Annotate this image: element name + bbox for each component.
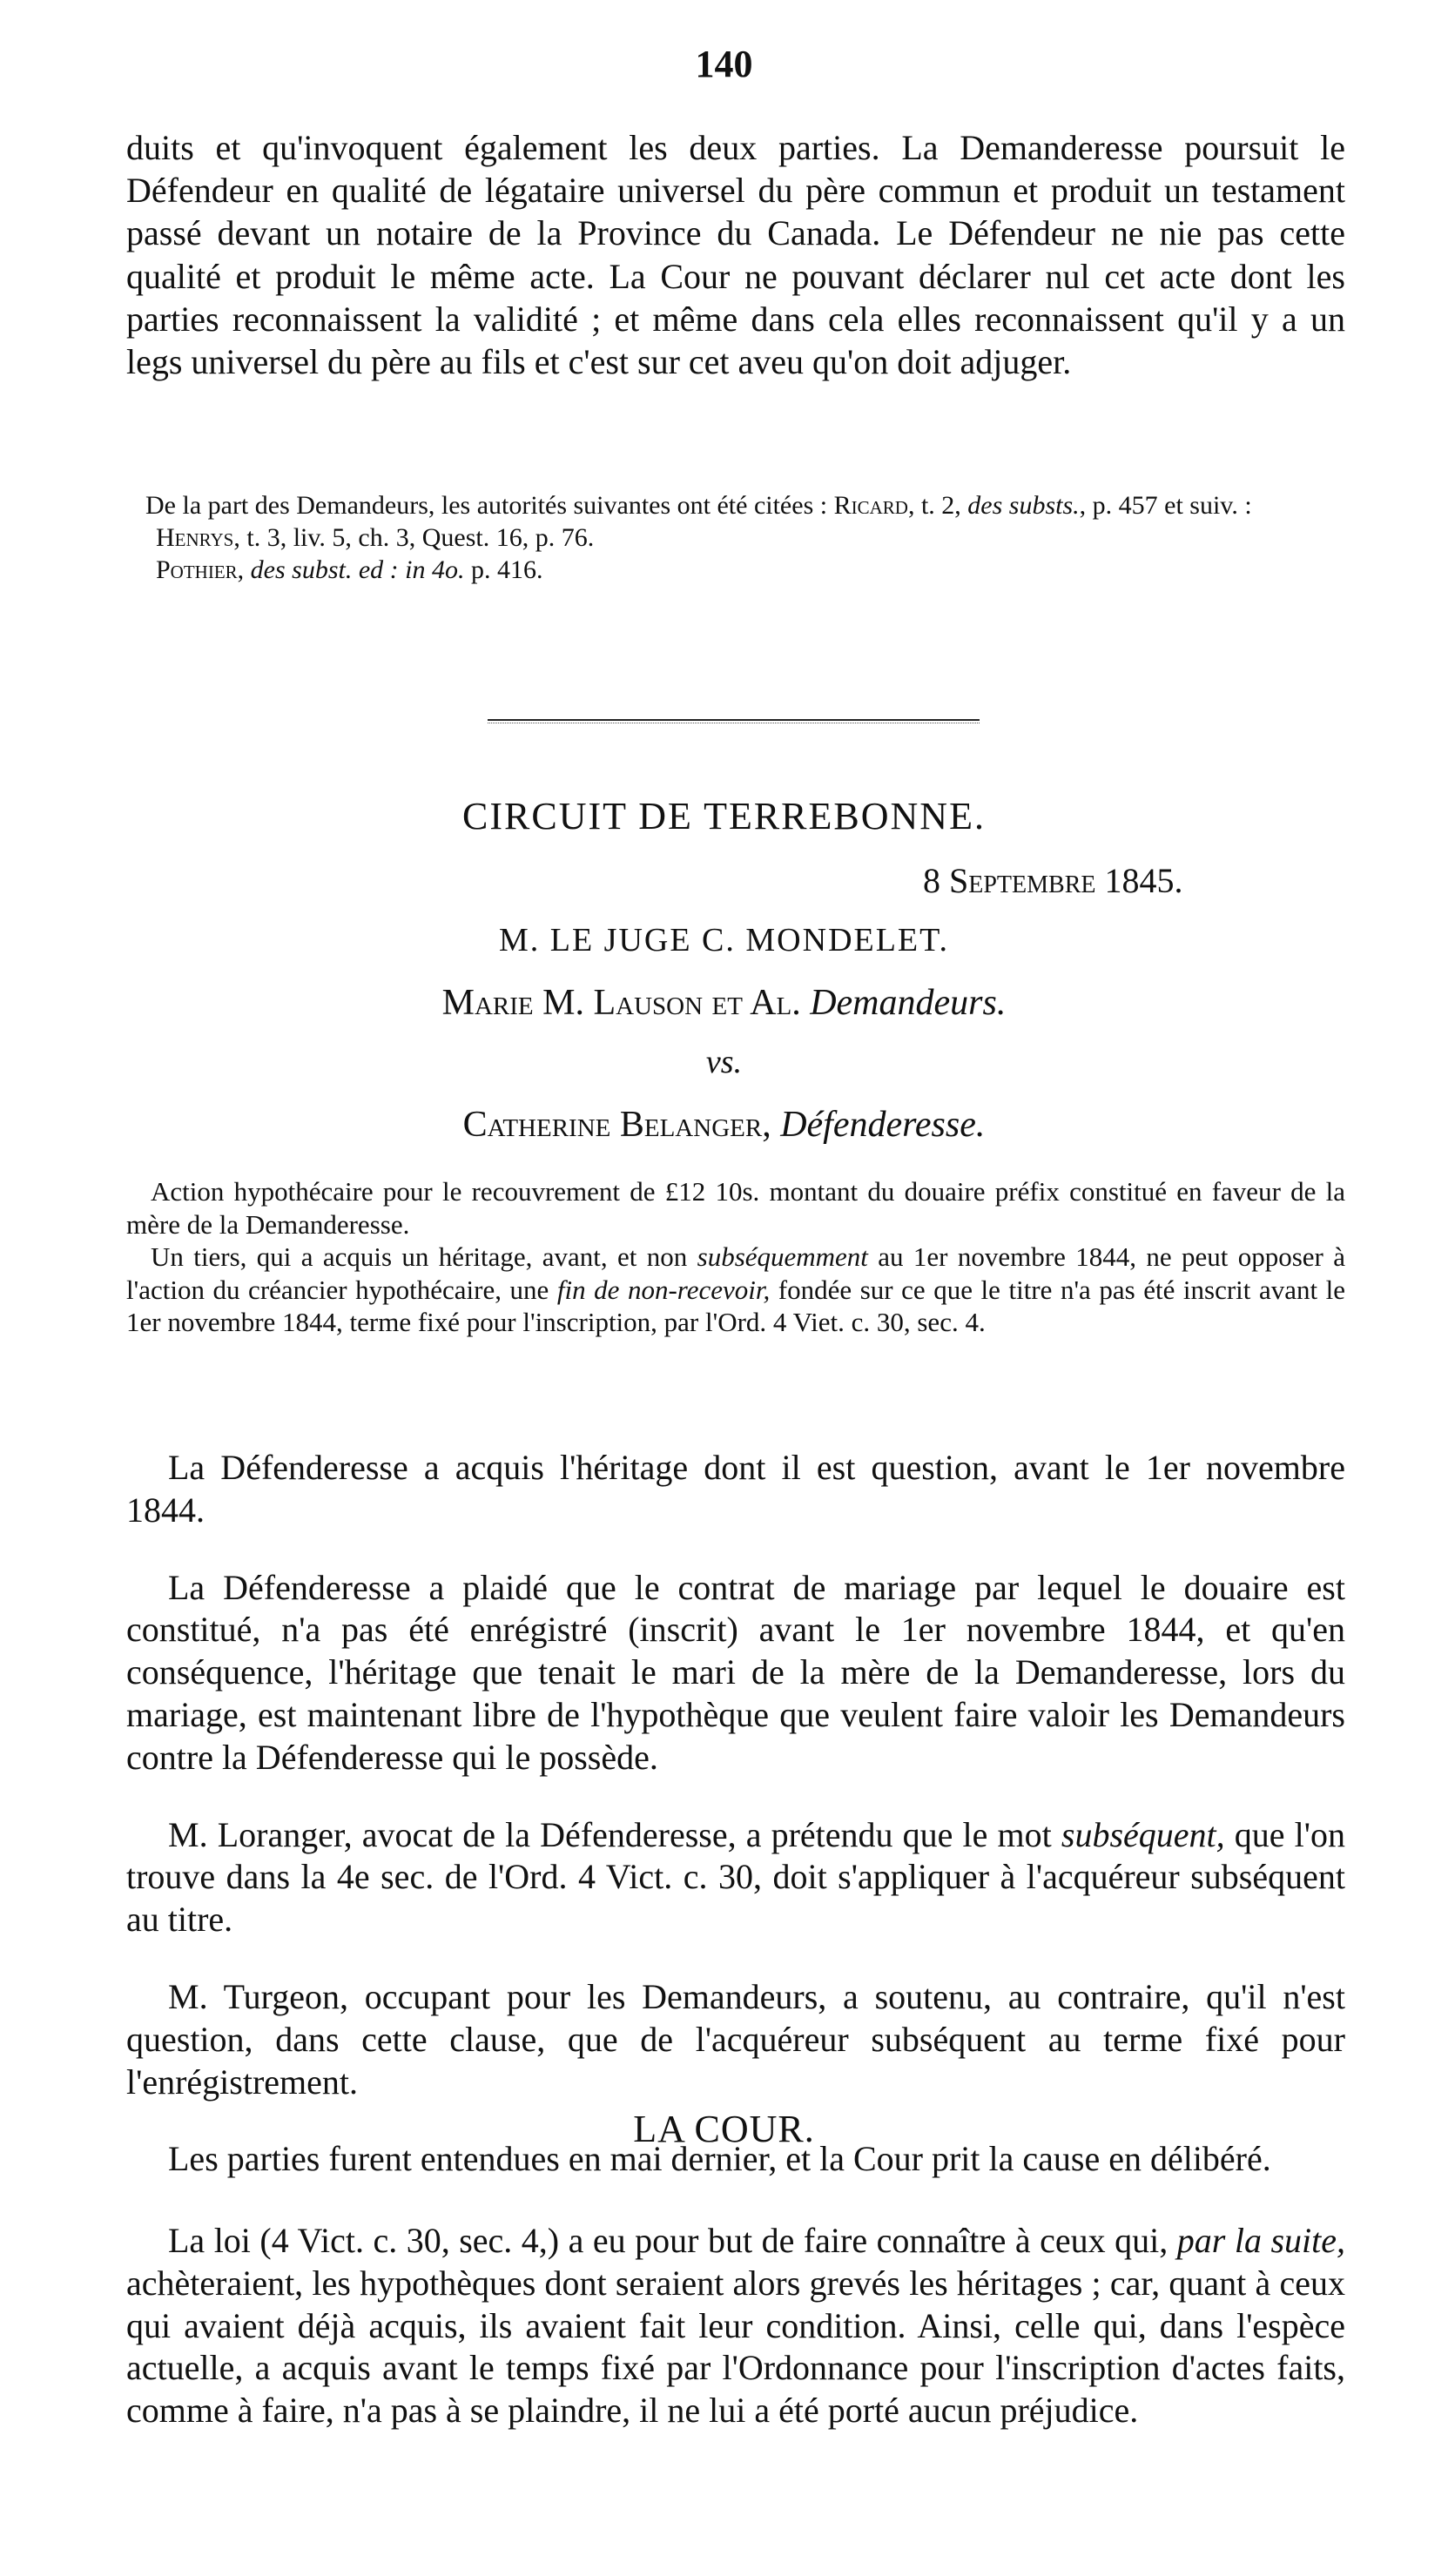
facts-text: M. Loranger, avocat de la Défenderesse, a prétendu que le mot (168, 1814, 1061, 1854)
plaintiffs-name: Marie M. Lauson et Al. (441, 983, 801, 1023)
page-number: 140 (695, 43, 753, 85)
ricard-reference: , p. 457 et suiv. : (1079, 491, 1252, 520)
facts-paragraph-4: M. Turgeon, occupant pour les Demandeurs, a soutenu, au contraire, qu'il n'est question, dans cette clause, que de l'acquéreur subséquent au terme fixé pour l'enrégistrement. (126, 1976, 1345, 2102)
facts-paragraph-2: La Défenderesse a plaidé que le contrat de mariage par lequel le douaire est constitué, n'a pas été enrégistré (inscrit) avant le 1er novembre 1844, et qu'en conséquence, l'héritage que tenait le mari de la mère de la Demanderesse, lors du mariage, est maintenant libre de l'hypothèque que veulent faire valoir les Demandeurs contre la Défenderesse qui le possède. (126, 1567, 1345, 1777)
ricard-volume: , t. 2, (907, 491, 968, 520)
authorities-notes (126, 489, 1345, 586)
defendant-name: Catherine Belanger, (462, 1105, 771, 1145)
judgment-text-span: La loi (4 Vict. c. 30, sec. 4,) a eu pour but de faire connaître à ceux qui, (168, 2221, 1177, 2260)
case-summary (126, 1175, 1345, 1339)
authorities-citation-pothier: Pothier, des subst. ed : in 4o. p. 416. (156, 555, 543, 584)
case-date: 8 Septembre 1845. (923, 861, 1183, 900)
henrys-reference: , t. 3, liv. 5, ch. 3, Quest. 16, p. 76. (233, 523, 595, 552)
facts-italic: subséquent, (1061, 1814, 1225, 1854)
summary-text: au 1er novembre 1844, ne peut opposer à l'action du créancier hypothécaire, une (126, 1241, 1345, 1305)
author-ricard: Ricard (833, 491, 908, 520)
section-divider (488, 719, 980, 721)
plaintiffs-line (0, 982, 1448, 1024)
facts-text: que l'on trouve dans la 4e sec. de l'Ord. 4 Vict. c. 30, doit s'appliquer à l'acquéreur subséquent au titre. (126, 1814, 1345, 1940)
author-pothier: Pothier (156, 555, 238, 584)
judgment-text-span: achèteraient, les hypothèques dont seraient alors grevés les héritages ; car, quant à ceux qui avaient déjà acquis, ils avaient fait leur condition. Ainsi, celle qui, dans l'espèce actuelle, a acquis avant le temps fixé par l'Ordonnance pour l'inscription d'actes faits, comme à faire, n'a pas à se plaindre, il ne lui a été porté aucun préjudice. (126, 2263, 1345, 2431)
summary-italic: fin de non-recevoir, (556, 1274, 771, 1305)
intro-paragraph: duits et qu'invoquent également les deux parties. La Demanderesse poursuit le Défendeur en qualité de légataire universel du père commun et produit un testament passé devant un notaire de la Province du Canada. Le Défendeur ne nie pas cette qualité et produit le même acte. La Cour ne pouvant déclarer nul cet acte dont les parties reconnaissent la validité ; et même dans cela elles reconnaissent qu'il y a un legs universel du père au fils et c'est sur cet aveu qu'on doit adjuger. (126, 128, 1345, 382)
plaintiffs-role: Demandeurs. (810, 983, 1007, 1023)
court-heading: CIRCUIT DE TERREBONNE. (462, 795, 986, 837)
pothier-work: des subst. ed : in 4o. (250, 555, 465, 584)
authorities-citation-ricard (145, 489, 1345, 521)
facts-paragraph-5: Les parties furent entendues en mai dernier, et la Cour prit la cause en délibéré. (168, 2139, 1271, 2179)
pothier-reference: p. 416. (464, 555, 543, 584)
summary-italic: subséquemment (697, 1241, 868, 1272)
versus-line: vs. (705, 1044, 743, 1080)
facts-paragraph-3 (126, 1814, 1345, 1941)
summary-paragraph-2 (126, 1241, 1345, 1339)
defendant-role: Défenderesse. (780, 1105, 986, 1145)
facts-paragraph-1: La Défenderesse a acquis l'héritage dont il est question, avant le 1er novembre 1844. (126, 1448, 1345, 1530)
judgment-heading: LA COUR. (633, 2108, 815, 2150)
judgment-paragraph-1 (126, 2220, 1345, 2432)
judgment-italic: par la suite, (1176, 2221, 1345, 2260)
authorities-citation-henrys (145, 521, 1345, 554)
case-facts (126, 1412, 1345, 2216)
author-henrys: Henrys (156, 523, 234, 552)
summary-paragraph-1: Action hypothécaire pour le recouvrement de £12 10s. montant du douaire préfix constitué en faveur de la mère de la Demanderesse. (126, 1176, 1345, 1240)
intro-paragraph-block (126, 126, 1345, 383)
judge-line: M. LE JUGE C. MONDELET. (498, 922, 950, 958)
judgment-text (126, 2185, 1345, 2467)
summary-text: Un tiers, qui a acquis un héritage, avant, et non (151, 1241, 697, 1272)
defendant-line (0, 1104, 1448, 1146)
summary-text: fondée sur ce que le titre n'a pas été inscrit avant le 1er novembre 1844, terme fixé pour l'inscription, par l'Ord. 4 Viet. c. 30, sec. 4. (126, 1274, 1346, 1337)
ricard-work: des substs. (967, 491, 1080, 520)
authorities-intro: De la part des Demandeurs, les autorités suivantes ont été citées : (145, 491, 828, 520)
